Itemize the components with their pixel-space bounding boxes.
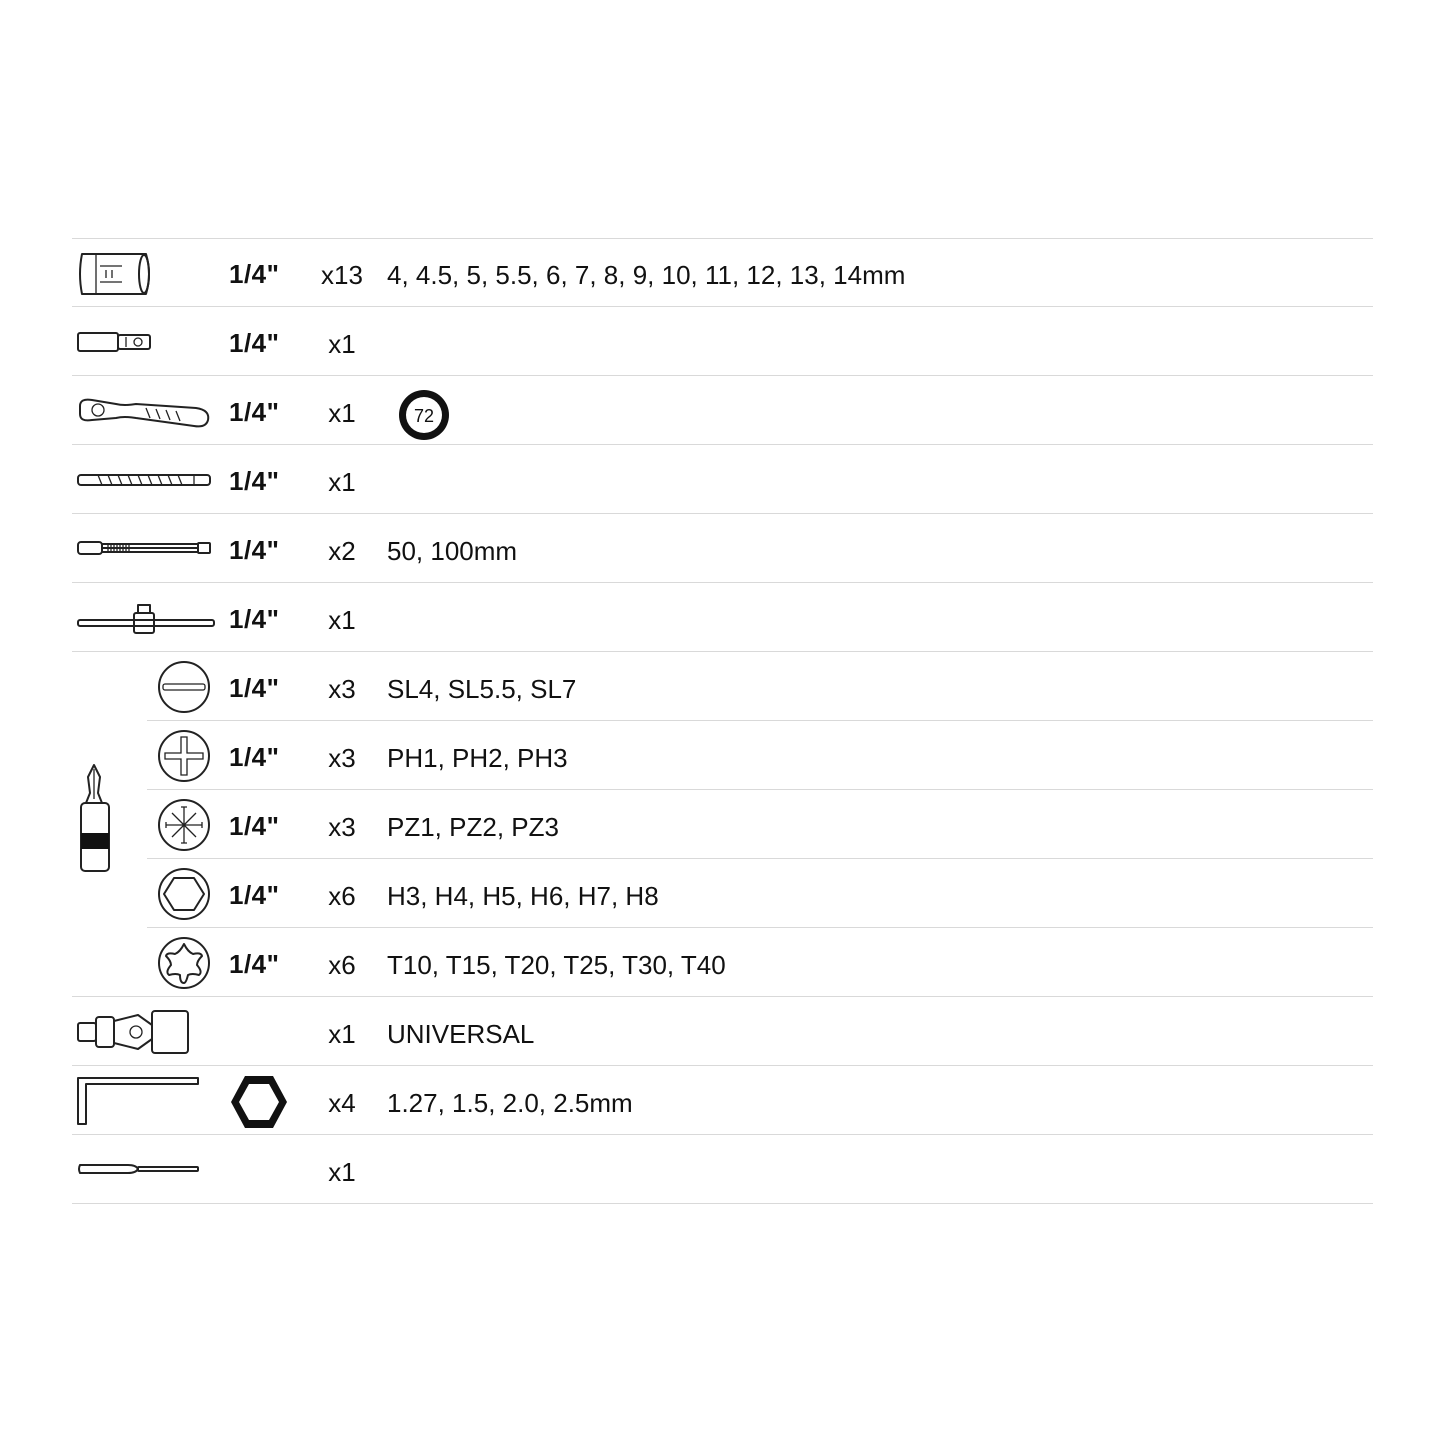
table-row [72, 652, 1373, 721]
drive-size: 1/4" [229, 604, 280, 634]
size-list: 50, 100mm [387, 536, 518, 566]
quantity: x1 [328, 1157, 356, 1187]
phillips-bit-icon [157, 729, 211, 788]
drive-size: 1/4" [229, 880, 280, 910]
quantity: x2 [328, 536, 356, 566]
teeth-count: 72 [413, 406, 435, 426]
quantity: x1 [328, 398, 356, 428]
hex-key-icon [76, 1076, 202, 1131]
size-list: T10, T15, T20, T25, T30, T40 [387, 950, 726, 980]
size-list: PH1, PH2, PH3 [387, 743, 568, 773]
table-row [72, 790, 1373, 859]
quantity: x1 [328, 605, 356, 635]
table-row [72, 997, 1373, 1066]
table-row [72, 583, 1373, 652]
gear-teeth-badge-icon [398, 389, 450, 446]
quantity: x1 [328, 467, 356, 497]
table-row [72, 1135, 1373, 1204]
hex-bit-icon [157, 867, 211, 926]
drive-size: 1/4" [229, 742, 280, 772]
size-list: H3, H4, H5, H6, H7, H8 [387, 881, 659, 911]
quantity: x6 [328, 950, 356, 980]
size-list: PZ1, PZ2, PZ3 [387, 812, 559, 842]
drive-size: 1/4" [229, 259, 280, 289]
size-list: 4, 4.5, 5, 5.5, 6, 7, 8, 9, 10, 11, 12, 13, 14mm [387, 260, 906, 290]
quantity: x3 [328, 743, 356, 773]
drive-size: 1/4" [229, 397, 280, 427]
extension-bar-icon [76, 540, 212, 561]
quantity: x1 [328, 1019, 356, 1049]
screwdriver-icon [76, 1161, 202, 1182]
drive-size: 1/4" [229, 673, 280, 703]
quantity: x6 [328, 881, 356, 911]
table-row [72, 859, 1373, 928]
socket-icon [76, 250, 152, 303]
quantity: x4 [328, 1088, 356, 1118]
spec-table [72, 238, 1373, 1206]
universal-joint-icon [76, 1009, 192, 1060]
size-list: UNIVERSAL [387, 1019, 535, 1049]
table-row [72, 445, 1373, 514]
slotted-bit-icon [157, 660, 211, 719]
drive-size: 1/4" [229, 811, 280, 841]
quantity: x1 [328, 329, 356, 359]
torx-bit-icon [157, 936, 211, 995]
drive-size: 1/4" [229, 466, 280, 496]
table-row [72, 514, 1373, 583]
pozidriv-bit-icon [157, 798, 211, 857]
quantity: x3 [328, 812, 356, 842]
flex-extension-icon [76, 473, 212, 492]
table-row [72, 376, 1373, 445]
drive-size: 1/4" [229, 535, 280, 565]
table-row [72, 1066, 1373, 1135]
drive-size: 1/4" [229, 949, 280, 979]
adapter-icon [76, 331, 152, 358]
size-list: 1.27, 1.5, 2.0, 2.5mm [387, 1088, 633, 1118]
ratchet-icon [76, 396, 212, 433]
table-row [72, 238, 1373, 307]
quantity: x3 [328, 674, 356, 704]
hex-profile-icon [230, 1074, 288, 1135]
t-handle-icon [76, 601, 216, 642]
table-row [72, 928, 1373, 997]
drive-size: 1/4" [229, 328, 280, 358]
size-list: SL4, SL5.5, SL7 [387, 674, 577, 704]
quantity: x13 [321, 260, 363, 290]
table-row [72, 721, 1373, 790]
table-row [72, 307, 1373, 376]
